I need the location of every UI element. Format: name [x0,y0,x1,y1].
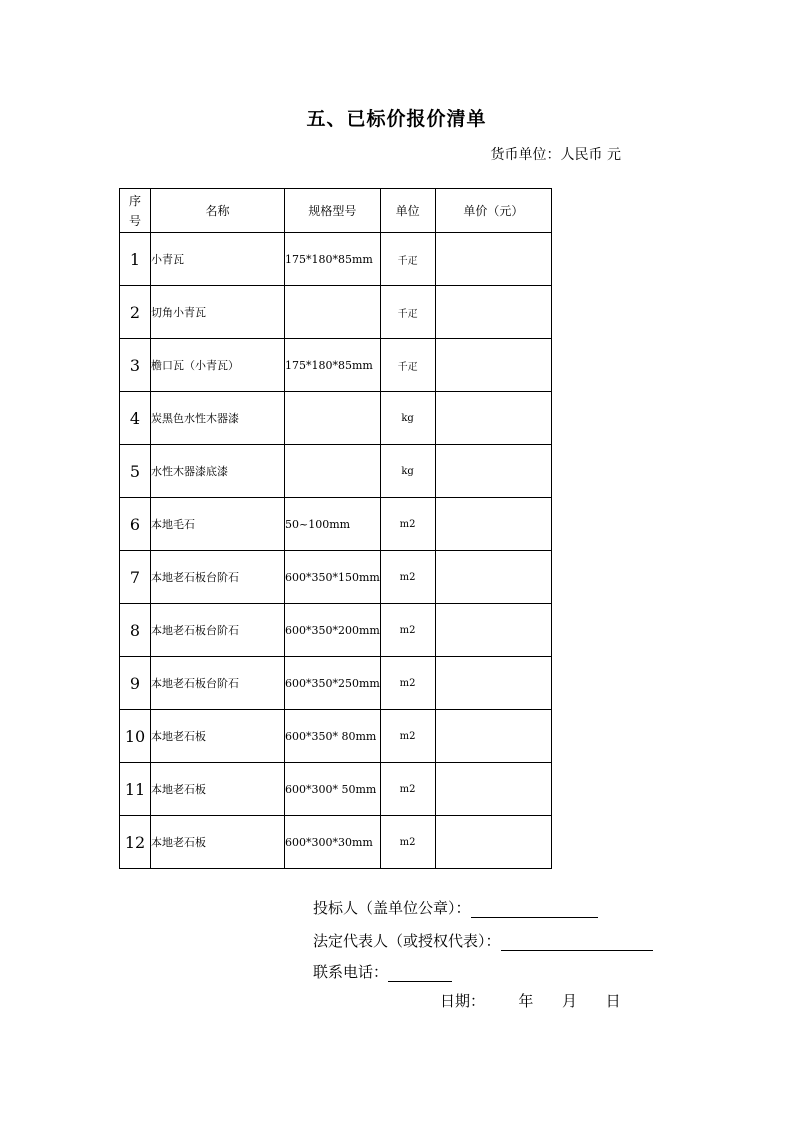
row-unit: m2 [380,816,434,869]
row-price[interactable] [435,445,551,498]
row-seq: 9 [120,657,151,710]
row-spec: 600*350* 80mm [285,710,381,763]
table-row [120,392,552,445]
header-price: 单价（元） [435,189,551,233]
date-line [440,990,621,1011]
table-row [120,763,552,816]
header-seq [120,189,151,233]
phone-line [313,961,452,982]
row-spec: 600*300*30mm [285,816,381,869]
row-price[interactable] [435,763,551,816]
legal-rep-line [313,930,653,951]
row-name: 本地老石板台阶石 [151,551,285,604]
table-header-row [120,189,552,233]
legal-rep-blank[interactable] [501,934,653,951]
row-unit: kg [380,445,434,498]
row-seq: 6 [120,498,151,551]
row-spec [285,445,381,498]
table-row [120,339,552,392]
phone-label: 联系电话： [313,963,389,981]
price-list-table [119,188,552,869]
row-unit: m2 [380,498,434,551]
row-unit: 千疋 [380,286,434,339]
row-spec [285,392,381,445]
month-label: 月 [562,992,578,1010]
row-name: 檐口瓦（小青瓦） [151,339,285,392]
year-label: 年 [518,992,534,1010]
row-spec: 600*350*150mm [285,551,381,604]
date-label: 日期： [440,992,486,1010]
table-row [120,551,552,604]
row-name: 本地老石板 [151,710,285,763]
row-unit: m2 [380,657,434,710]
row-seq: 2 [120,286,151,339]
row-name: 本地老石板 [151,763,285,816]
table-row [120,816,552,869]
bidder-blank[interactable] [471,901,598,918]
currency-note: 货币单位：人民币 元 [490,147,621,163]
phone-blank[interactable] [388,965,452,982]
row-name: 本地老石板台阶石 [151,657,285,710]
row-spec: 175*180*85mm [285,339,381,392]
row-seq: 1 [120,233,151,286]
row-name: 切角小青瓦 [151,286,285,339]
row-name: 小青瓦 [151,233,285,286]
row-unit: m2 [380,710,434,763]
row-price[interactable] [435,710,551,763]
row-spec: 600*350*200mm [285,604,381,657]
row-seq: 12 [120,816,151,869]
row-spec: 600*300* 50mm [285,763,381,816]
table-row [120,710,552,763]
row-name: 本地老石板 [151,816,285,869]
table-row [120,604,552,657]
table-row [120,445,552,498]
legal-rep-label: 法定代表人（或授权代表）： [313,932,501,950]
row-price[interactable] [435,816,551,869]
row-price[interactable] [435,233,551,286]
row-name: 水性木器漆底漆 [151,445,285,498]
table-row [120,286,552,339]
row-spec: 175*180*85mm [285,233,381,286]
row-seq: 7 [120,551,151,604]
document-title: 五、已标价报价清单 [306,108,487,130]
row-unit: 千疋 [380,339,434,392]
row-price[interactable] [435,339,551,392]
row-spec: 50~100mm [285,498,381,551]
row-unit: 千疋 [380,233,434,286]
table-row [120,657,552,710]
header-unit: 单位 [380,189,434,233]
row-seq: 8 [120,604,151,657]
row-price[interactable] [435,498,551,551]
row-name: 炭黑色水性木器漆 [151,392,285,445]
row-seq: 4 [120,392,151,445]
row-name: 本地毛石 [151,498,285,551]
header-spec: 规格型号 [285,189,381,233]
row-unit: kg [380,392,434,445]
row-name: 本地老石板台阶石 [151,604,285,657]
row-seq: 3 [120,339,151,392]
row-price[interactable] [435,392,551,445]
row-price[interactable] [435,286,551,339]
table-row [120,498,552,551]
table-row [120,233,552,286]
bidder-line [313,897,598,918]
row-unit: m2 [380,604,434,657]
header-seq-top: 序 [128,193,141,208]
row-spec: 600*350*250mm [285,657,381,710]
row-unit: m2 [380,551,434,604]
row-price[interactable] [435,657,551,710]
row-spec [285,286,381,339]
row-price[interactable] [435,551,551,604]
row-seq: 11 [120,763,151,816]
day-label: 日 [605,992,621,1010]
bidder-label: 投标人（盖单位公章）： [313,899,471,917]
header-name: 名称 [151,189,285,233]
row-seq: 5 [120,445,151,498]
header-seq-bottom: 号 [128,213,141,228]
row-unit: m2 [380,763,434,816]
row-price[interactable] [435,604,551,657]
row-seq: 10 [120,710,151,763]
